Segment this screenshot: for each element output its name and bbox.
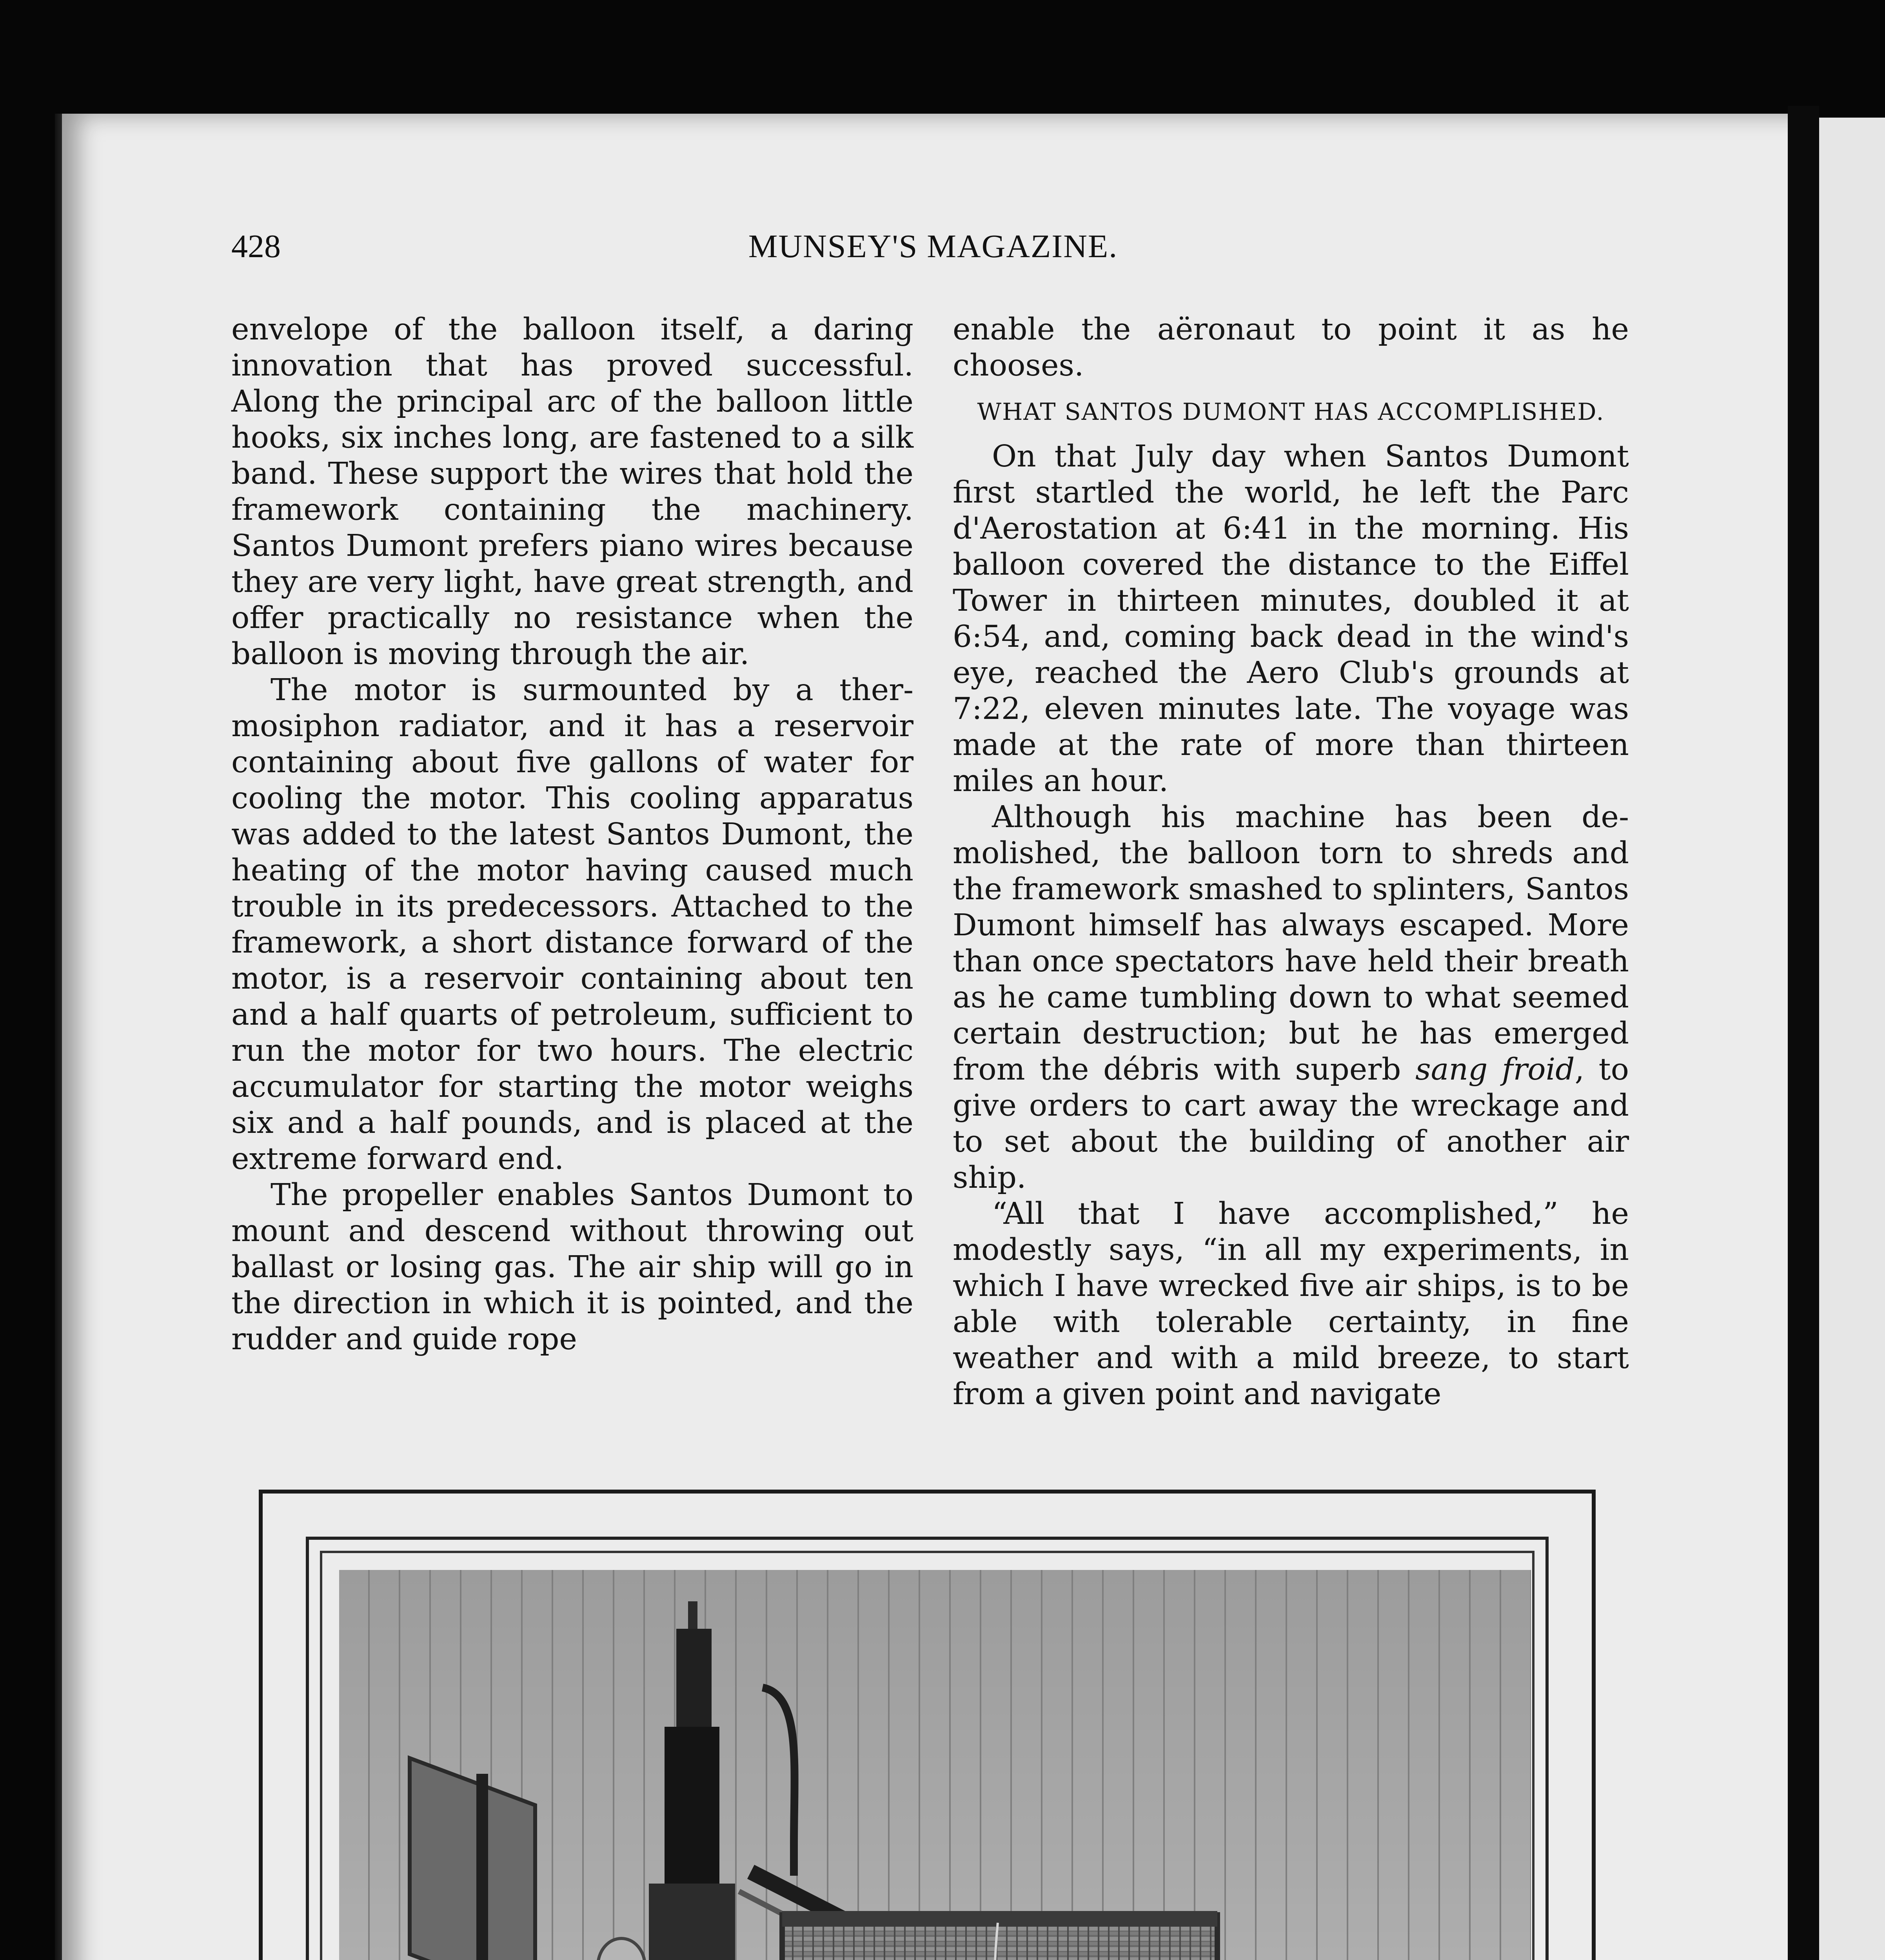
- right-paragraph-2-italic: sang froid: [1415, 1052, 1575, 1087]
- right-paragraph-2: [953, 799, 1629, 1196]
- left-paragraph-1: envelope of the balloon itself, a daring innovation that has proved successful. Along the principal arc of the balloon little hooks, six inches long, are fastened to a silk band. These support the wires that hold the framework containing the machinery. Santos Dumont prefers piano wires because they are very light, have great strength, and offer practically no resistance when the balloon is moving through the air.: [231, 312, 913, 671]
- airship-car-photo-drawing: [339, 1570, 1531, 1960]
- right-paragraph-3: “All that I have accomplished,” he modestly says, “in all my experiments, in which I have wrecked five air ships, is to be able with tolerable certainty, in fine weather and with a mild breeze, to start from a given point and navigate: [953, 1196, 1629, 1412]
- right-opening-text: enable the aëronaut to point it as he chooses.: [953, 312, 1629, 383]
- section-subhead: WHAT SANTOS DUMONT HAS ACCOMPLISHED.: [977, 398, 1605, 426]
- left-paragraph-3: The propeller enables Santos Dumont to mount and descend without throwing out ballast or losing gas. The air ship will go in the direction in which it is pointed, and the rudder and guide rope: [231, 1178, 913, 1357]
- left-paragraph-2: The motor is surmounted by a thermosiphon radiator, and it has a reservoir containing about five gallons of water for cooling the motor. This cooling apparatus was added to the latest Santos Dumont, the heating of the motor having caused much trouble in its predecessors. Attached to the framework, a short distance forward of the motor, is a reservoir containing about ten and a half quarts of petroleum, sufficient to run the motor for two hours. The electric accumulator for starting the motor weighs six and a half pounds, and is placed at the extreme forward end.: [231, 673, 913, 1176]
- right-paragraph-2-text-a: Although his machine has been demolished, the balloon torn to shreds and the framework smashed to splinters, Santos Dumont himself has always escaped. More than once spectators have held their breath as he came tumbling down to what seemed certain destruction; but he has emerged from the débris with superb: [953, 800, 1629, 1087]
- right-column: [953, 312, 1629, 1412]
- facing-page-edge: [1819, 118, 1885, 1960]
- running-title: MUNSEY'S MAGAZINE.: [748, 228, 1118, 265]
- figure-frame: [259, 1490, 1596, 1960]
- right-paragraph-1: On that July day when Santos Dumont first startled the world, he left the Parc d'Aerostation at 6:41 in the morning. His balloon covered the distance to the Eiffel Tower in thirteen minutes, doubled it at 6:54, and, coming back dead in the wind's eye, reached the Aero Club's grounds at 7:22, eleven minutes late. The voyage was made at the rate of more than thirteen miles an hour.: [953, 439, 1629, 799]
- left-column: [231, 312, 913, 1357]
- page-header: [231, 227, 1635, 270]
- right-paragraph-2-text-b: , to give orders to cart away the wreckage and to set about the building of another air ship.: [953, 1052, 1629, 1195]
- airship-car-photo: [339, 1570, 1531, 1960]
- book-gutter: [1788, 106, 1819, 1960]
- page-number: 428: [231, 228, 281, 265]
